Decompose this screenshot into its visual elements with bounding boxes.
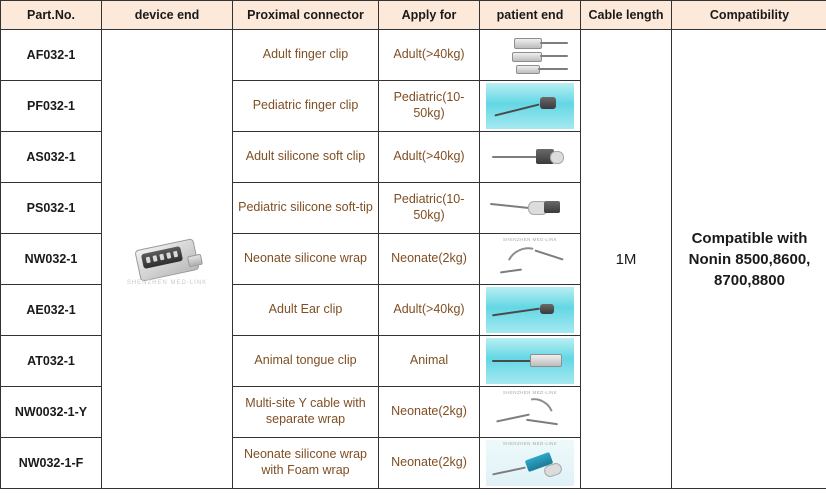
adult-finger-clip-icon <box>486 32 574 78</box>
cell-apply-for: Pediatric(10-50kg) <box>379 183 480 234</box>
adult-ear-clip-icon <box>486 287 574 333</box>
cell-part-no: AE032-1 <box>1 285 102 336</box>
pediatric-finger-clip-icon <box>486 83 574 129</box>
cell-apply-for: Adult(>40kg) <box>379 30 480 81</box>
adult-silicone-soft-clip-icon <box>486 134 574 180</box>
column-header-apply-for: Apply for <box>379 1 480 30</box>
cell-proximal-connector: Multi-site Y cable with separate wrap <box>233 387 379 438</box>
cell-part-no: AS032-1 <box>1 132 102 183</box>
pediatric-silicone-soft-tip-icon <box>486 185 574 231</box>
column-header-cable-length: Cable length <box>581 1 672 30</box>
cell-proximal-connector: Animal tongue clip <box>233 336 379 387</box>
cell-apply-for: Adult(>40kg) <box>379 132 480 183</box>
cell-patient-end <box>480 132 581 183</box>
table-row <box>1 30 826 81</box>
cell-part-no: NW0032-1-Y <box>1 387 102 438</box>
photo-watermark: SHENZHEN MED-LINK <box>502 237 558 242</box>
cell-apply-for: Pediatric(10-50kg) <box>379 81 480 132</box>
cell-patient-end <box>480 234 581 285</box>
device-image-watermark: SHENZHEN MED-LINK <box>126 280 208 286</box>
cell-proximal-connector: Neonate silicone wrap <box>233 234 379 285</box>
table-body <box>1 30 826 489</box>
column-header-patient-end: patient end <box>480 1 581 30</box>
cell-part-no: AT032-1 <box>1 336 102 387</box>
cell-part-no: NW032-1-F <box>1 438 102 489</box>
table-header <box>1 1 826 30</box>
cell-apply-for: Neonate(2kg) <box>379 438 480 489</box>
column-header-proximal-connector: Proximal connector <box>233 1 379 30</box>
photo-watermark: SHENZHEN MED-LINK <box>502 390 558 395</box>
neonate-foam-wrap-icon <box>486 440 574 486</box>
column-header-device-end: device end <box>102 1 233 30</box>
cell-apply-for: Adult(>40kg) <box>379 285 480 336</box>
column-header-part-no: Part.No. <box>1 1 102 30</box>
neonate-silicone-wrap-icon <box>486 236 574 282</box>
cell-patient-end <box>480 336 581 387</box>
cell-part-no: PF032-1 <box>1 81 102 132</box>
cell-patient-end <box>480 30 581 81</box>
cell-proximal-connector: Adult Ear clip <box>233 285 379 336</box>
cell-apply-for: Neonate(2kg) <box>379 234 480 285</box>
cell-apply-for: Neonate(2kg) <box>379 387 480 438</box>
column-header-compatibility: Compatibility <box>672 1 826 30</box>
cell-apply-for: Animal <box>379 336 480 387</box>
cell-patient-end <box>480 387 581 438</box>
cell-proximal-connector: Adult finger clip <box>233 30 379 81</box>
header-row <box>1 1 826 30</box>
cell-compatibility: Compatible with Nonin 8500,8600, 8700,8800 <box>672 30 826 489</box>
cell-patient-end <box>480 183 581 234</box>
cell-patient-end <box>480 285 581 336</box>
cell-device-end-image <box>102 30 233 489</box>
cell-proximal-connector: Pediatric finger clip <box>233 81 379 132</box>
multi-site-y-cable-icon <box>486 389 574 435</box>
animal-tongue-clip-icon <box>486 338 574 384</box>
cell-part-no: AF032-1 <box>1 30 102 81</box>
cell-proximal-connector: Neonate silicone wrap with Foam wrap <box>233 438 379 489</box>
db9-connector-icon <box>126 238 208 286</box>
cell-proximal-connector: Adult silicone soft clip <box>233 132 379 183</box>
cell-cable-length: 1M <box>581 30 672 489</box>
cell-patient-end <box>480 438 581 489</box>
cell-proximal-connector: Pediatric silicone soft-tip <box>233 183 379 234</box>
cell-patient-end <box>480 81 581 132</box>
cell-part-no: NW032-1 <box>1 234 102 285</box>
cell-part-no: PS032-1 <box>1 183 102 234</box>
photo-watermark: SHENZHEN MED-LINK <box>502 441 558 446</box>
